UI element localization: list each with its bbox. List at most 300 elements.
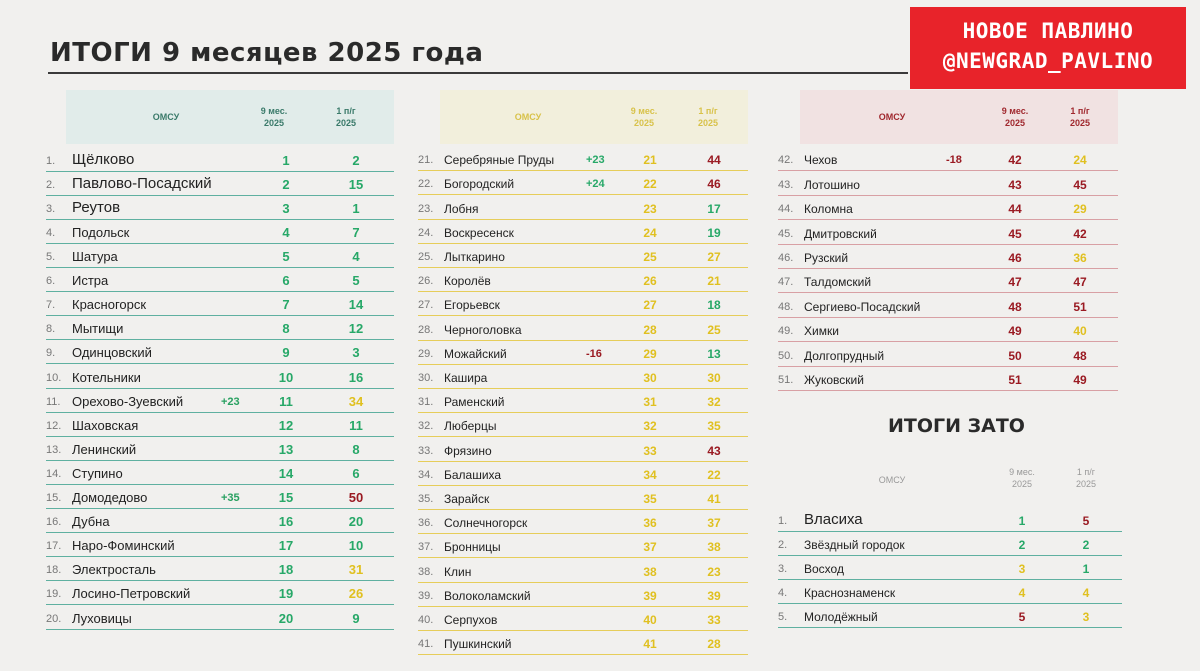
row-rank: 17. bbox=[46, 540, 62, 553]
row-value-9m: 35 bbox=[643, 491, 657, 506]
table-row bbox=[778, 580, 1122, 604]
header-col1-line2: 2025 bbox=[1011, 479, 1033, 489]
row-name: Красногорск bbox=[72, 297, 147, 313]
table-row bbox=[778, 604, 1122, 628]
row-name: Богородский bbox=[444, 177, 515, 192]
table-row bbox=[46, 195, 394, 220]
row-value-9m: 51 bbox=[1008, 372, 1022, 387]
table-row bbox=[46, 364, 394, 389]
row-name: Власиха bbox=[804, 511, 863, 528]
row-value-9m: 32 bbox=[643, 419, 657, 434]
row-rank: 43. bbox=[778, 178, 794, 191]
row-value-9m: 39 bbox=[643, 588, 657, 603]
row-value-h1: 43 bbox=[707, 443, 721, 458]
row-rank: 23. bbox=[418, 202, 434, 215]
table-row bbox=[778, 269, 1118, 293]
header-col2 bbox=[1056, 466, 1116, 490]
row-name: Волоколамский bbox=[444, 588, 531, 603]
row-name: Щёлково bbox=[72, 150, 135, 168]
row-name: Солнечногорск bbox=[444, 516, 528, 531]
row-rank: 51. bbox=[778, 373, 794, 386]
row-rank: 40. bbox=[418, 613, 434, 626]
row-rank: 24. bbox=[418, 226, 434, 239]
row-value-h1: 26 bbox=[348, 586, 364, 602]
row-value-h1: 50 bbox=[348, 490, 364, 506]
row-value-h1: 37 bbox=[707, 516, 721, 531]
row-value-h1: 24 bbox=[1073, 153, 1087, 168]
table-header bbox=[66, 90, 394, 144]
table-row bbox=[418, 365, 748, 389]
row-rank: 11. bbox=[46, 395, 61, 408]
table-row bbox=[418, 631, 748, 655]
row-value-h1: 15 bbox=[348, 176, 364, 192]
row-name: Луховицы bbox=[72, 610, 132, 626]
row-name: Сергиево-Посадский bbox=[804, 299, 921, 314]
table-row bbox=[46, 533, 394, 558]
table-row bbox=[778, 171, 1118, 195]
row-rank: 21. bbox=[418, 154, 434, 167]
row-value-h1: 23 bbox=[707, 564, 721, 579]
row-rank: 2. bbox=[778, 539, 788, 551]
row-value-9m: 34 bbox=[643, 467, 657, 482]
table-row bbox=[418, 510, 748, 534]
table-row bbox=[418, 413, 748, 437]
row-name: Бронницы bbox=[444, 540, 501, 555]
row-name: Талдомский bbox=[804, 275, 872, 290]
row-value-9m: 29 bbox=[643, 346, 657, 361]
table-row bbox=[778, 220, 1118, 244]
header-col2-line1: 1 п/г bbox=[336, 106, 356, 116]
row-value-9m: 10 bbox=[278, 369, 294, 385]
table-row bbox=[46, 436, 394, 461]
row-value-9m: 49 bbox=[1008, 324, 1022, 339]
row-value-h1: 25 bbox=[707, 322, 721, 337]
table-row bbox=[778, 532, 1122, 556]
row-name: Чехов bbox=[804, 153, 838, 168]
row-value-h1: 7 bbox=[352, 224, 360, 240]
row-value-h1: 10 bbox=[348, 538, 364, 554]
header-col1 bbox=[244, 105, 304, 129]
row-name: Пушкинский bbox=[444, 637, 512, 652]
row-name: Котельники bbox=[72, 369, 141, 385]
header-col1-line2: 2025 bbox=[1004, 118, 1026, 128]
row-value-h1: 20 bbox=[348, 514, 364, 530]
row-rank: 4. bbox=[46, 226, 56, 239]
row-rank: 44. bbox=[778, 203, 794, 216]
row-value-h1: 21 bbox=[707, 274, 721, 289]
row-name: Фрязино bbox=[444, 443, 492, 458]
table-row bbox=[418, 268, 748, 292]
row-value-h1: 4 bbox=[352, 249, 360, 265]
row-value-h1: 3 bbox=[352, 345, 360, 361]
table-row bbox=[418, 171, 748, 195]
row-name: Дубна bbox=[72, 514, 110, 530]
row-value-h1: 30 bbox=[707, 370, 721, 385]
row-value-h1: 4 bbox=[1082, 586, 1090, 600]
row-value-h1: 1 bbox=[1082, 562, 1090, 576]
header-col2 bbox=[678, 105, 738, 129]
row-value-h1: 31 bbox=[348, 562, 364, 578]
row-name: Зарайск bbox=[444, 491, 490, 506]
row-name: Воскресенск bbox=[444, 225, 514, 240]
row-name: Мытищи bbox=[72, 321, 124, 337]
row-value-9m: 37 bbox=[643, 540, 657, 555]
table-row bbox=[418, 583, 748, 607]
table-row bbox=[46, 605, 394, 630]
title-divider bbox=[48, 72, 908, 74]
header-col2-line2: 2025 bbox=[697, 118, 719, 128]
row-name: Орехово-Зуевский bbox=[72, 393, 184, 409]
row-rank: 5. bbox=[778, 611, 788, 623]
row-rank: 13. bbox=[46, 443, 62, 456]
row-rank: 14. bbox=[46, 467, 62, 480]
row-value-h1: 8 bbox=[352, 441, 360, 457]
row-value-h1: 29 bbox=[1073, 202, 1087, 217]
header-col1-line1: 9 мес. bbox=[1001, 106, 1029, 116]
table-row bbox=[46, 581, 394, 606]
row-name: Лобня bbox=[444, 201, 479, 216]
row-value-9m: 5 bbox=[1018, 610, 1026, 624]
row-value-h1: 32 bbox=[707, 395, 721, 410]
row-name: Серпухов bbox=[444, 612, 498, 627]
row-rank: 5. bbox=[46, 251, 56, 264]
row-value-h1: 27 bbox=[707, 249, 721, 264]
zato-section-title: ИТОГИ ЗАТО bbox=[888, 415, 1025, 437]
row-value-9m: 24 bbox=[643, 225, 657, 240]
row-name: Звёздный городок bbox=[804, 538, 905, 552]
table-row bbox=[418, 558, 748, 582]
table-row bbox=[46, 388, 394, 413]
badge-line-2: @NEWGRAD_PAVLINO bbox=[942, 49, 1154, 73]
table-row bbox=[418, 534, 748, 558]
row-name: Восход bbox=[804, 562, 844, 576]
row-rank: 49. bbox=[778, 325, 794, 338]
table-row bbox=[46, 147, 394, 172]
header-col2 bbox=[1050, 105, 1110, 129]
table-row bbox=[46, 316, 394, 341]
row-rank: 9. bbox=[46, 347, 56, 360]
row-value-h1: 9 bbox=[352, 610, 360, 626]
row-name: Жуковский bbox=[804, 372, 864, 387]
row-value-9m: 13 bbox=[278, 441, 294, 457]
row-value-h1: 11 bbox=[349, 417, 363, 433]
row-value-9m: 46 bbox=[1008, 250, 1022, 265]
table-row bbox=[46, 484, 394, 509]
row-name: Долгопрудный bbox=[804, 348, 885, 363]
row-rank: 50. bbox=[778, 349, 794, 362]
table-row bbox=[418, 486, 748, 510]
row-delta: -18 bbox=[946, 154, 962, 167]
row-value-h1: 12 bbox=[348, 321, 364, 337]
row-value-9m: 4 bbox=[1018, 586, 1026, 600]
row-value-h1: 35 bbox=[707, 419, 721, 434]
row-value-9m: 2 bbox=[282, 176, 290, 192]
row-value-h1: 46 bbox=[707, 177, 721, 192]
row-rank: 31. bbox=[418, 396, 434, 409]
row-rank: 33. bbox=[418, 444, 434, 457]
row-rank: 25. bbox=[418, 250, 434, 263]
row-rank: 47. bbox=[778, 276, 794, 289]
table-row bbox=[46, 292, 394, 317]
row-value-9m: 9 bbox=[282, 345, 290, 361]
header-col1-line1: 9 мес. bbox=[630, 106, 658, 116]
row-name: Клин bbox=[444, 564, 472, 579]
row-rank: 28. bbox=[418, 323, 434, 336]
row-value-h1: 5 bbox=[1082, 514, 1090, 528]
row-value-9m: 20 bbox=[278, 610, 294, 626]
table-row bbox=[778, 508, 1122, 532]
row-name: Истра bbox=[72, 273, 109, 289]
row-rank: 34. bbox=[418, 468, 434, 481]
header-omsu: ОМСУ bbox=[152, 112, 180, 122]
row-value-9m: 6 bbox=[282, 273, 290, 289]
row-name: Можайский bbox=[444, 346, 507, 361]
table-row bbox=[418, 147, 748, 171]
row-name: Раменский bbox=[444, 395, 505, 410]
table-row bbox=[46, 340, 394, 365]
header-col2-line2: 2025 bbox=[1069, 118, 1091, 128]
page-title: ИТОГИ 9 месяцев 2025 года bbox=[50, 38, 484, 68]
row-value-9m: 12 bbox=[278, 417, 294, 433]
row-value-9m: 48 bbox=[1008, 299, 1022, 314]
row-rank: 1. bbox=[46, 154, 56, 167]
row-delta: +23 bbox=[586, 154, 605, 167]
row-name: Лосино-Петровский bbox=[72, 586, 191, 602]
row-name: Королёв bbox=[444, 274, 491, 289]
row-value-h1: 5 bbox=[352, 273, 360, 289]
table-row bbox=[778, 293, 1118, 317]
row-value-h1: 45 bbox=[1073, 177, 1087, 192]
row-rank: 4. bbox=[778, 587, 788, 599]
row-value-9m: 44 bbox=[1008, 202, 1022, 217]
table-row bbox=[418, 195, 748, 219]
table-row bbox=[46, 460, 394, 485]
row-value-h1: 18 bbox=[707, 298, 721, 313]
row-value-h1: 40 bbox=[1073, 324, 1087, 339]
row-rank: 12. bbox=[46, 419, 62, 432]
row-name: Кашира bbox=[444, 370, 488, 385]
row-rank: 8. bbox=[46, 323, 56, 336]
row-value-h1: 6 bbox=[352, 465, 360, 481]
header-col1 bbox=[614, 105, 674, 129]
row-value-h1: 42 bbox=[1073, 226, 1087, 241]
row-value-9m: 15 bbox=[278, 490, 294, 506]
row-value-h1: 2 bbox=[352, 152, 360, 168]
row-name: Краснознаменск bbox=[804, 586, 896, 600]
row-value-h1: 2 bbox=[1082, 538, 1090, 552]
row-value-9m: 33 bbox=[643, 443, 657, 458]
table-row bbox=[46, 243, 394, 268]
header-col2 bbox=[316, 105, 376, 129]
table-row bbox=[46, 171, 394, 196]
row-value-h1: 51 bbox=[1073, 299, 1087, 314]
row-rank: 26. bbox=[418, 275, 434, 288]
row-rank: 16. bbox=[46, 516, 62, 529]
row-value-9m: 14 bbox=[278, 465, 294, 481]
row-value-9m: 43 bbox=[1008, 177, 1022, 192]
row-name: Серебряные Пруды bbox=[444, 153, 555, 168]
header-col1-line1: 9 мес. bbox=[1009, 467, 1035, 477]
row-rank: 48. bbox=[778, 300, 794, 313]
table-row bbox=[418, 437, 748, 461]
table-row bbox=[46, 509, 394, 534]
row-name: Реутов bbox=[72, 198, 121, 216]
row-value-h1: 17 bbox=[707, 201, 721, 216]
row-name: Наро-Фоминский bbox=[72, 538, 175, 554]
row-rank: 27. bbox=[418, 299, 434, 312]
row-rank: 19. bbox=[46, 588, 62, 601]
row-rank: 45. bbox=[778, 227, 794, 240]
row-name: Шатура bbox=[72, 249, 118, 265]
row-name: Балашиха bbox=[444, 467, 502, 482]
header-col1-line2: 2025 bbox=[633, 118, 655, 128]
row-value-9m: 31 bbox=[643, 395, 657, 410]
table-header bbox=[800, 90, 1118, 144]
row-value-h1: 44 bbox=[707, 153, 721, 168]
row-value-h1: 48 bbox=[1073, 348, 1087, 363]
row-rank: 7. bbox=[46, 299, 56, 312]
row-value-h1: 28 bbox=[707, 637, 721, 652]
table-row bbox=[418, 316, 748, 340]
row-value-9m: 8 bbox=[282, 321, 290, 337]
header-col2-line1: 1 п/г bbox=[1070, 106, 1090, 116]
header-col2-line1: 1 п/г bbox=[698, 106, 718, 116]
row-name: Подольск bbox=[72, 224, 130, 240]
row-value-h1: 22 bbox=[707, 467, 721, 482]
table-row bbox=[418, 220, 748, 244]
row-value-9m: 3 bbox=[282, 200, 290, 216]
row-rank: 20. bbox=[46, 612, 62, 625]
row-rank: 15. bbox=[46, 492, 62, 505]
row-value-9m: 3 bbox=[1018, 562, 1026, 576]
row-value-9m: 47 bbox=[1008, 275, 1022, 290]
row-rank: 36. bbox=[418, 517, 434, 530]
row-value-9m: 27 bbox=[643, 298, 657, 313]
table-row bbox=[778, 367, 1118, 391]
row-delta: -16 bbox=[586, 347, 602, 360]
row-name: Павлово-Посадский bbox=[72, 174, 212, 192]
row-rank: 38. bbox=[418, 565, 434, 578]
row-value-9m: 2 bbox=[1018, 538, 1026, 552]
row-value-9m: 50 bbox=[1008, 348, 1022, 363]
row-delta: +23 bbox=[221, 395, 240, 408]
row-value-9m: 16 bbox=[278, 514, 294, 530]
header-col1 bbox=[992, 466, 1052, 490]
header-col1 bbox=[985, 105, 1045, 129]
row-value-h1: 41 bbox=[707, 491, 721, 506]
row-value-9m: 4 bbox=[282, 224, 290, 240]
table-row bbox=[46, 268, 394, 293]
header-omsu: ОМСУ bbox=[514, 112, 542, 122]
row-name: Дмитровский bbox=[804, 226, 877, 241]
header-col2-line1: 1 п/г bbox=[1076, 467, 1096, 477]
row-name: Шаховская bbox=[72, 417, 139, 433]
row-rank: 46. bbox=[778, 251, 794, 264]
row-rank: 1. bbox=[778, 515, 788, 527]
header-col1-line2: 2025 bbox=[263, 118, 285, 128]
row-value-h1: 16 bbox=[348, 369, 364, 385]
row-value-9m: 40 bbox=[643, 612, 657, 627]
row-value-9m: 23 bbox=[643, 201, 657, 216]
row-value-9m: 45 bbox=[1008, 226, 1022, 241]
row-rank: 29. bbox=[418, 347, 434, 360]
badge-line-1: НОВОЕ ПАВЛИНО bbox=[962, 19, 1134, 43]
table-header bbox=[440, 90, 748, 144]
row-name: Молодёжный bbox=[804, 610, 878, 624]
table-row bbox=[46, 412, 394, 437]
row-rank: 37. bbox=[418, 541, 434, 554]
row-delta: +35 bbox=[221, 492, 240, 505]
row-value-9m: 19 bbox=[278, 586, 294, 602]
row-rank: 30. bbox=[418, 371, 434, 384]
header-col2-line2: 2025 bbox=[335, 118, 357, 128]
table-row bbox=[778, 318, 1118, 342]
row-value-9m: 42 bbox=[1008, 153, 1022, 168]
row-name: Лыткарино bbox=[444, 249, 505, 264]
row-value-h1: 14 bbox=[348, 297, 364, 313]
row-value-9m: 21 bbox=[643, 153, 657, 168]
row-value-9m: 36 bbox=[643, 516, 657, 531]
row-value-9m: 5 bbox=[282, 249, 290, 265]
row-value-9m: 18 bbox=[278, 562, 294, 578]
row-value-h1: 19 bbox=[707, 225, 721, 240]
row-rank: 6. bbox=[46, 275, 56, 288]
row-value-9m: 28 bbox=[643, 322, 657, 337]
table-row bbox=[778, 196, 1118, 220]
row-value-9m: 11 bbox=[279, 393, 293, 409]
table-header bbox=[800, 458, 1118, 502]
header-omsu: ОМСУ bbox=[878, 475, 906, 485]
row-name: Химки bbox=[804, 324, 839, 339]
table-row bbox=[418, 244, 748, 268]
row-value-h1: 1 bbox=[352, 200, 360, 216]
table-row bbox=[418, 607, 748, 631]
row-value-h1: 49 bbox=[1073, 372, 1087, 387]
row-value-9m: 30 bbox=[643, 370, 657, 385]
row-value-9m: 7 bbox=[282, 297, 290, 313]
row-rank: 35. bbox=[418, 492, 434, 505]
row-rank: 32. bbox=[418, 420, 434, 433]
row-name: Ступино bbox=[72, 465, 123, 481]
row-value-9m: 1 bbox=[282, 152, 290, 168]
table-row bbox=[418, 462, 748, 486]
row-value-h1: 13 bbox=[707, 346, 721, 361]
table-row bbox=[778, 342, 1118, 366]
row-value-h1: 3 bbox=[1082, 610, 1090, 624]
row-rank: 2. bbox=[46, 178, 56, 191]
row-value-h1: 33 bbox=[707, 612, 721, 627]
row-rank: 39. bbox=[418, 589, 434, 602]
table-row bbox=[418, 292, 748, 316]
row-name: Ленинский bbox=[72, 441, 137, 457]
table-row bbox=[46, 557, 394, 582]
row-name: Коломна bbox=[804, 202, 853, 217]
row-value-9m: 1 bbox=[1018, 514, 1026, 528]
row-value-h1: 47 bbox=[1073, 275, 1087, 290]
row-name: Рузский bbox=[804, 250, 849, 265]
row-rank: 22. bbox=[418, 178, 434, 191]
row-name: Егорьевск bbox=[444, 298, 500, 313]
row-value-h1: 39 bbox=[707, 588, 721, 603]
table-row bbox=[418, 341, 748, 365]
row-value-9m: 25 bbox=[643, 249, 657, 264]
table-row bbox=[778, 147, 1118, 171]
channel-badge bbox=[910, 7, 1186, 89]
row-name: Одинцовский bbox=[72, 345, 152, 361]
table-row bbox=[46, 219, 394, 244]
table-row bbox=[418, 389, 748, 413]
row-rank: 3. bbox=[46, 202, 56, 215]
